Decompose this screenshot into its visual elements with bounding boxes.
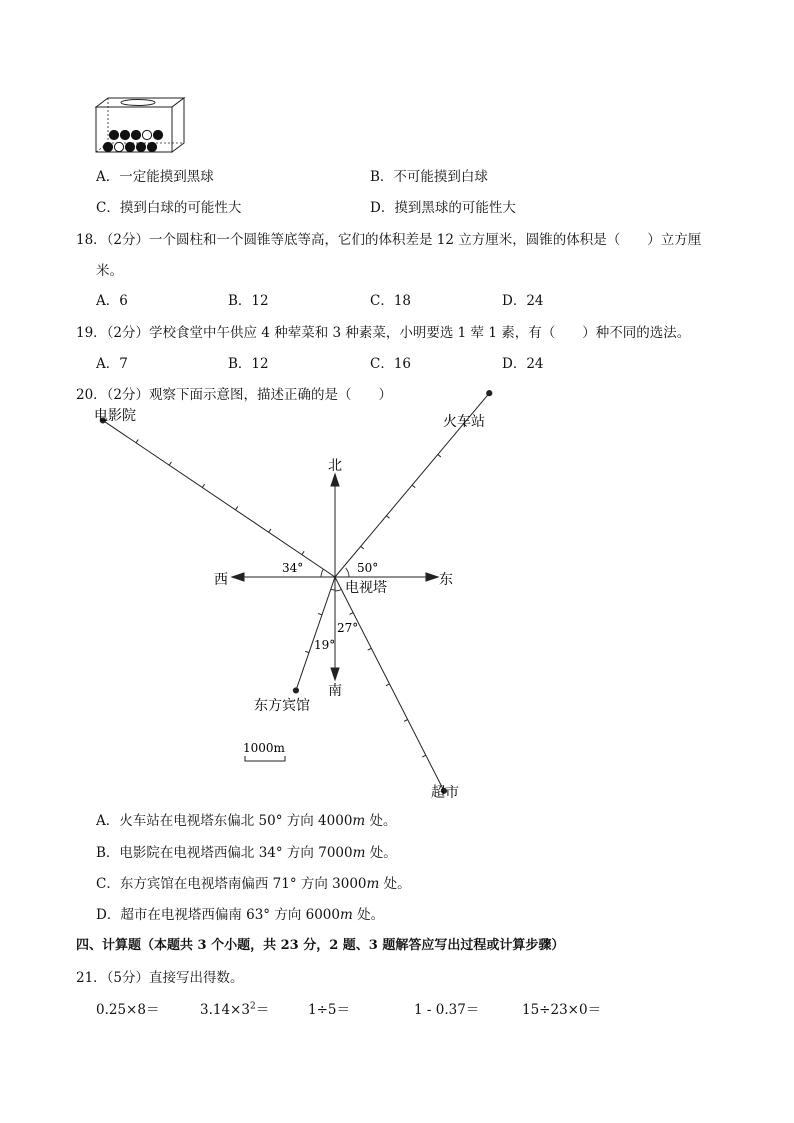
point-hotel — [293, 688, 298, 693]
section-4-title: 四、计算题（本题共 3 个小题，共 23 分，2 题、3 题解答应写出过程或计算步骤） — [76, 938, 565, 953]
hotel-label: 东方宾馆 — [254, 698, 310, 714]
q18-stem-continued: 米。 — [96, 263, 123, 279]
q20-stem: 20．（2分）观察下面示意图，描述正确的是（ ） — [76, 387, 393, 403]
scale-label: 1000m — [243, 741, 285, 755]
ray-tick — [302, 551, 304, 554]
arc-27 — [335, 590, 341, 592]
q19-option-c[interactable]: C．16 — [370, 356, 412, 372]
q21-stem: 21．（5分）直接写出得数。 — [76, 970, 244, 986]
ray-tick — [422, 755, 426, 757]
q20-option-b[interactable]: B．电影院在电视塔西偏北 34° 方向 7000m 处。 — [96, 845, 397, 861]
ray-tick — [386, 516, 389, 519]
q18-option-d[interactable]: D．24 — [502, 293, 544, 309]
ray-tick — [169, 462, 171, 465]
ray-tick — [350, 613, 354, 615]
ray-tick — [438, 454, 441, 457]
q21-item: 1÷5＝ — [308, 1002, 350, 1018]
ray-cinema — [103, 420, 335, 577]
north-label: 北 — [328, 458, 342, 474]
north-arrow-icon — [331, 474, 339, 486]
q18-option-b[interactable]: B．12 — [228, 293, 269, 309]
q17-option-c[interactable]: C．摸到白球的可能性大 — [96, 200, 242, 216]
q21-item: 0.25×8＝ — [96, 1002, 160, 1018]
tower-label: 电视塔 — [345, 580, 387, 596]
ray-market — [335, 577, 444, 791]
west-label: 西 — [214, 572, 228, 588]
q19-option-b[interactable]: B．12 — [228, 356, 269, 372]
cinema-label: 电影院 — [94, 408, 136, 424]
point-station — [487, 391, 492, 396]
scale-bar — [245, 756, 285, 761]
q20-option-d[interactable]: D．超市在电视塔西偏南 63° 方向 6000m 处。 — [96, 907, 385, 923]
south-arrow-icon — [331, 668, 339, 680]
angle-19-label: 19° — [314, 638, 336, 652]
station-label: 火车站 — [443, 414, 485, 430]
east-arrow-icon — [426, 573, 438, 581]
q20-option-a[interactable]: A．火车站在电视塔东偏北 50° 方向 4000m 处。 — [96, 813, 397, 829]
q21-item: 15÷23×0＝ — [522, 1002, 602, 1018]
ray-hotel — [296, 577, 335, 690]
ray-tick — [368, 648, 372, 650]
q18-option-a[interactable]: A．6 — [96, 293, 128, 309]
q17-option-d[interactable]: D．摸到黑球的可能性大 — [370, 200, 516, 216]
q18-stem: 18．（2分）一个圆柱和一个圆锥等底等高，它们的体积差是 12 立方厘米，圆锥的体积是（ ）立方厘 — [76, 232, 702, 248]
angle-34-label: 34° — [282, 561, 304, 575]
q18-option-c[interactable]: C．18 — [370, 293, 412, 309]
q17-option-b[interactable]: B．不可能摸到白球 — [370, 169, 488, 185]
arc-50 — [346, 568, 349, 577]
q20-option-c[interactable]: C．东方宾馆在电视塔南偏西 71° 方向 3000m 处。 — [96, 876, 411, 892]
ray-tick — [236, 507, 238, 510]
ray-tick — [386, 684, 390, 686]
ray-tick — [404, 720, 408, 722]
q19-stem: 19．（2分）学校食堂中午供应 4 种荤菜和 3 种素菜，小明要选 1 荤 1 素，有（ ）种不同的选法。 — [76, 325, 691, 341]
ray-tick — [305, 651, 309, 652]
west-arrow-icon — [232, 573, 244, 581]
ray-tick — [269, 529, 271, 532]
q21-item: $3.14\times 3^2=$ — [200, 1001, 270, 1018]
ray-tick — [318, 614, 322, 615]
ray-tick — [136, 439, 138, 442]
ray-tick — [361, 546, 364, 549]
market-label: 超市 — [431, 785, 459, 801]
south-label: 南 — [328, 683, 342, 699]
angle-27-label: 27° — [337, 621, 359, 635]
ray-tick — [412, 485, 415, 488]
angle-50-label: 50° — [357, 561, 379, 575]
ray-tick — [202, 484, 204, 487]
east-label: 东 — [439, 572, 453, 588]
arc-19 — [331, 589, 335, 590]
arc-34 — [321, 569, 323, 577]
q19-option-d[interactable]: D．24 — [502, 356, 544, 372]
q17-option-a[interactable]: A．一定能摸到黑球 — [96, 169, 214, 185]
q19-option-a[interactable]: A．7 — [96, 356, 128, 372]
q21-item: 1 - 0.37＝ — [414, 1002, 480, 1018]
